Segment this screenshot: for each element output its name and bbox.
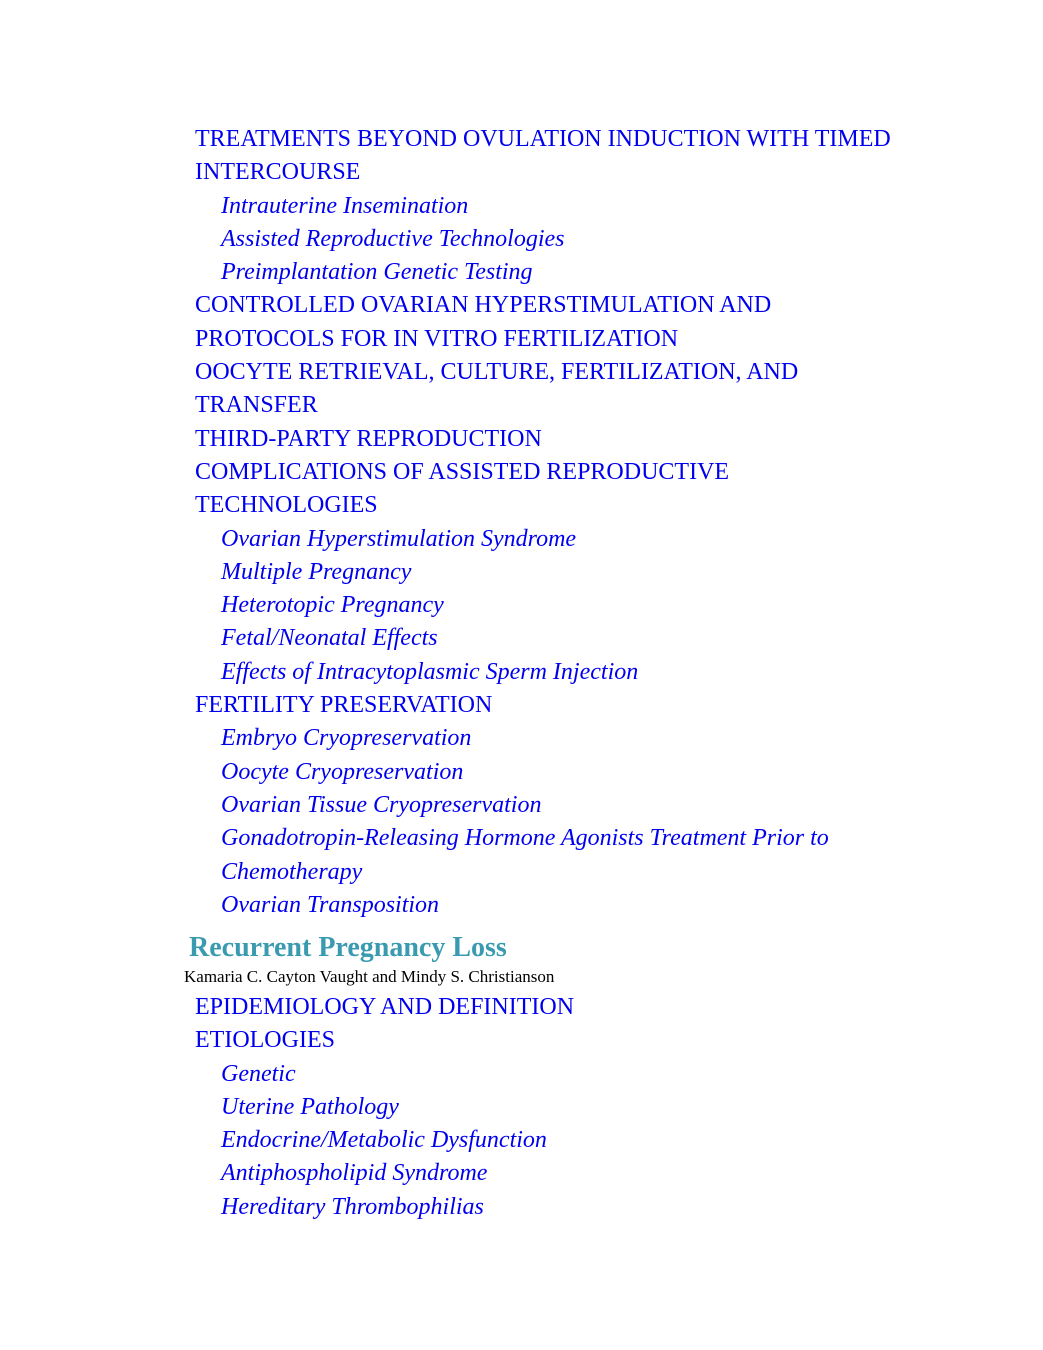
toc-section-rpl [195,991,895,1224]
toc-link-endocrine-metabolic[interactable]: Endocrine/Metabolic Dysfunction [221,1127,547,1154]
toc-link-genetic[interactable]: Genetic [221,1060,296,1087]
toc-link-multiple-pregnancy[interactable]: Multiple Pregnancy [221,558,412,585]
toc-link-ovarian-tissue-cryopreservation[interactable]: Ovarian Tissue Cryopreservation [221,791,542,818]
toc-link-complications-art[interactable]: COMPLICATIONS OF ASSISTED REPRODUCTIVE TECHNOLOGIES [195,458,730,519]
toc-link-controlled-ovarian-hyperstimulation[interactable]: CONTROLLED OVARIAN HYPERSTIMULATION AND PROTOCOLS FOR IN VITRO FERTILIZATION [195,292,772,352]
toc-link-embryo-cryopreservation[interactable]: Embryo Cryopreservation [221,725,472,752]
toc-link-ovarian-transposition[interactable]: Ovarian Transposition [221,891,440,918]
toc-link-antiphospholipid-syndrome[interactable]: Antiphospholipid Syndrome [221,1160,488,1187]
toc-link-fetal-neonatal-effects[interactable]: Fetal/Neonatal Effects [221,625,438,652]
toc-link-treatments-beyond-ovulation[interactable]: TREATMENTS BEYOND OVULATION INDUCTION WITH TIMED INTERCOURSE [195,126,891,186]
chapter-authors: Kamaria C. Cayton Vaught and Mindy S. Christianson [184,967,555,986]
toc-section-art [195,123,895,922]
chapter-title: Recurrent Pregnancy Loss [189,932,507,963]
toc-link-gnrh-agonists[interactable]: Gonadotropin-Releasing Hormone Agonists Treatment Prior to Chemotherapy [221,825,829,885]
toc-link-intrauterine-insemination[interactable]: Intrauterine Insemination [221,192,469,219]
toc-link-uterine-pathology[interactable]: Uterine Pathology [221,1093,399,1120]
toc-link-oocyte-retrieval[interactable]: OOCYTE RETRIEVAL, CULTURE, FERTILIZATION, AND TRANSFER [195,359,799,419]
toc-link-heterotopic-pregnancy[interactable]: Heterotopic Pregnancy [221,592,444,619]
toc-link-assisted-reproductive-technologies[interactable]: Assisted Reproductive Technologies [221,225,565,252]
toc-link-preimplantation-genetic-testing[interactable]: Preimplantation Genetic Testing [221,259,533,286]
toc-link-third-party-reproduction[interactable]: THIRD-PARTY REPRODUCTION [195,425,542,452]
toc-link-ovarian-hyperstimulation-syndrome[interactable]: Ovarian Hyperstimulation Syndrome [221,525,577,552]
toc-link-oocyte-cryopreservation[interactable]: Oocyte Cryopreservation [221,758,464,785]
toc-link-etiologies[interactable]: ETIOLOGIES [195,1027,335,1054]
toc-link-effects-icsi[interactable]: Effects of Intracytoplasmic Sperm Injection [221,658,639,685]
toc-link-epidemiology-definition[interactable]: EPIDEMIOLOGY AND DEFINITION [195,994,575,1020]
toc-link-hereditary-thrombophilias[interactable]: Hereditary Thrombophilias [221,1193,484,1220]
toc-link-fertility-preservation[interactable]: FERTILITY PRESERVATION [195,692,493,719]
